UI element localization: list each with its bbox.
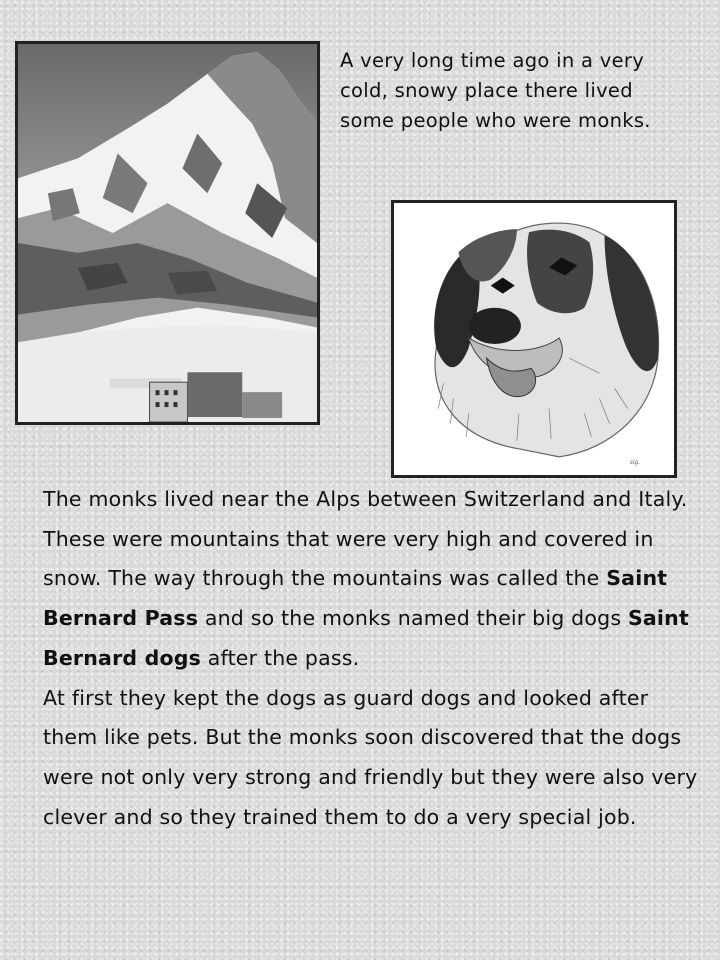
intro-paragraph: A very long time ago in a very cold, snowy place there lived some people who were monks. bbox=[340, 49, 651, 132]
body-text-segment: The monks lived near the Alps between Switzerland and Italy. These were mountains that were very high and covered in snow. The way through the mountains was called the bbox=[43, 487, 688, 591]
body-text bbox=[43, 480, 708, 837]
body-paragraph-2: At first they kept the dogs as guard dogs and looked after them like pets. But the monks soon discovered that the dogs were not only very strong and friendly but they were also very clever and so they trained them to do a very special job. bbox=[43, 685, 698, 829]
body-text-segment: after the pass. bbox=[201, 645, 360, 670]
bold-term-saint-bernard-pass: Saint Bernard Pass bbox=[43, 566, 668, 631]
svg-text:sig.: sig. bbox=[629, 458, 641, 466]
body-text-segment: and so the monks named their big dogs bbox=[198, 606, 628, 631]
bold-term-saint-bernard-dogs: Saint Bernard dogs bbox=[43, 606, 689, 670]
saint-bernard-dog-drawing bbox=[391, 200, 677, 478]
snowy-mountain-photo bbox=[15, 41, 320, 425]
